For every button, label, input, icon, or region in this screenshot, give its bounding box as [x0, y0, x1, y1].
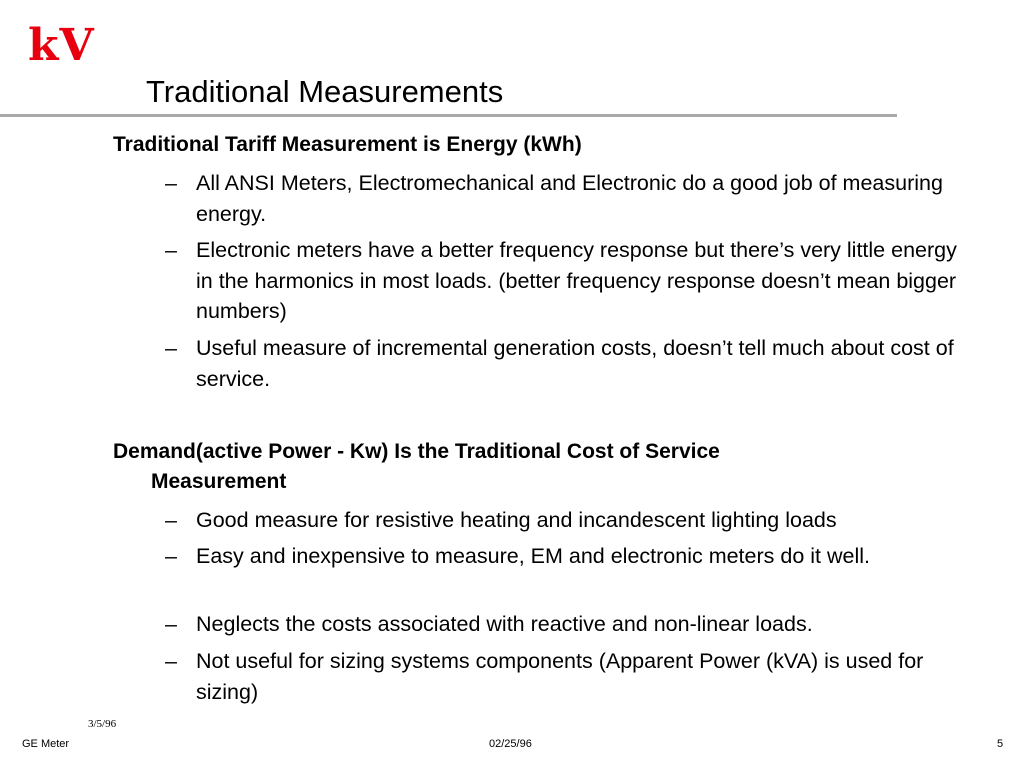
slide-title: Traditional Measurements: [146, 74, 504, 109]
dash-bullet: –: [165, 238, 177, 262]
title-divider: [0, 114, 897, 117]
bullet-text: All ANSI Meters, Electromechanical and Electronic do a good job of measuring energy.: [196, 171, 943, 226]
bullet-text: Electronic meters have a better frequency response but there’s very little energy in the harmonics in most loads. (better frequency response doesn’t mean bigger numbers): [196, 238, 957, 323]
dash-bullet: –: [165, 508, 177, 532]
section-heading-demand: [113, 437, 993, 497]
bullet-item: [165, 168, 965, 229]
section-heading-line2: Measurement: [151, 470, 287, 493]
bullet-text: Useful measure of incremental generation costs, doesn’t tell much about cost of service.: [196, 336, 954, 391]
bullet-item: [165, 235, 965, 327]
section-heading-line1: Demand(active Power - Kw) Is the Traditional Cost of Service: [113, 440, 720, 463]
dash-bullet: –: [165, 336, 177, 360]
bullet-text: Good measure for resistive heating and incandescent lighting loads: [196, 508, 837, 532]
bullet-text: Easy and inexpensive to measure, EM and electronic meters do it well.: [196, 544, 870, 568]
bullet-item: [165, 609, 965, 640]
bullet-item: [165, 333, 965, 394]
dash-bullet: –: [165, 171, 177, 195]
footer-left-label: GE Meter: [22, 738, 70, 750]
bullet-item: [165, 646, 965, 707]
bullet-item: [165, 505, 965, 536]
page-number: 5: [997, 738, 1004, 750]
dash-bullet: –: [165, 612, 177, 636]
bullet-text: Not useful for sizing systems components (Apparent Power (kVA) is used for sizing): [196, 649, 924, 704]
dash-bullet: –: [165, 649, 177, 673]
kv-logo: kV: [28, 20, 95, 71]
bullet-text: Neglects the costs associated with reactive and non-linear loads.: [196, 612, 813, 636]
slide-date-stamp: 3/5/96: [88, 718, 117, 730]
dash-bullet: –: [165, 544, 177, 568]
section-heading-energy: Traditional Tariff Measurement is Energy (kWh): [113, 133, 582, 156]
bullet-item: [165, 541, 965, 572]
footer-date: 02/25/96: [489, 738, 532, 750]
